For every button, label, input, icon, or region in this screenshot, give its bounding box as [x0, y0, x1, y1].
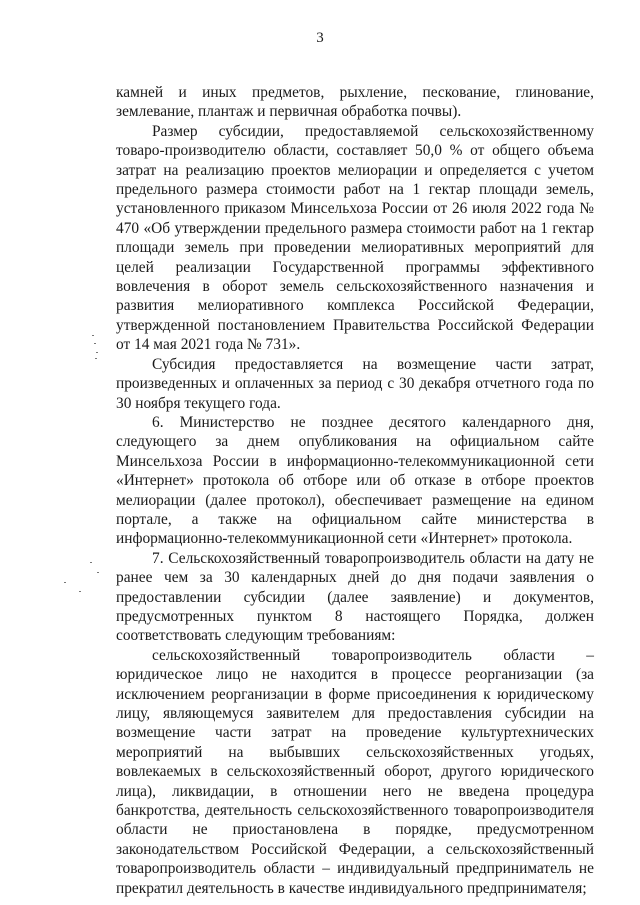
scan-speck: [96, 352, 98, 353]
scan-speck: [79, 591, 81, 592]
scan-speck: [92, 335, 94, 336]
paragraph-item-6: 6. Министерство не позднее десятого календарного дня, следующего за днем опубликования на официальном сайте Минсельхоза России в информационно-телекоммуникационной сети «Интернет» протокола об отборе или об отказе в отборе проектов мелиорации (далее протокол), обеспечивает размещение на едином портале, а также на официальном сайте министерства в информационно-телекоммуникационной сети «Интернет» протокола.: [116, 413, 594, 548]
page-number: 3: [316, 30, 324, 46]
scan-speck: [94, 343, 96, 344]
paragraph-subsidy-purpose: Субсидия предоставляется на возмещение части затрат, произведенных и оплаченных за период с 30 декабря отчетного года по 30 ноября текущего года.: [116, 355, 594, 412]
paragraph-subsidy-size: Размер субсидии, предоставляемой сельскохозяйственному товаро-производителю области, составляет 50,0 % от общего объема затрат на реализацию проектов мелиорации и определяется с учетом предельного размера стоимости работ на 1 гектар площади земель, установленного приказом Минсельхоза России от 26 июля 2022 года № 470 «Об утверждении предельного размера стоимости работ на 1 гектар площади земель при проведении мелиоративных мероприятий для целей реализации Государственной программы эффективного вовлечения в оборот земель сельскохозяйственного назначения и развития мелиоративного комплекса Российской Федерации, утвержденной постановлением Правительства Российской Федерации от 14 мая 2021 года № 731».: [116, 122, 594, 354]
paragraph-continuation: камней и иных предметов, рыхление, пескование, глинование, землевание, плантаж и первичная обработка почвы).: [116, 84, 594, 121]
paragraph-item-7: 7. Сельскохозяйственный товаропроизводитель области на дату не ранее чем за 30 календарных дней до дня подачи заявления о предоставлении субсидии (далее заявление) и документов, предусмотренных пунктом 8 настоящего Порядка, должен соответствовать следующим требованиям:: [116, 549, 594, 645]
paragraph-requirement: сельскохозяйственный товаропроизводитель области – юридическое лицо не находится в процессе реорганизации (за исключением реорганизации в форме присоединения к юридическому лицу, являющемуся заявителем для предоставления субсидии на возмещение части затрат на проведение культуртехнических мероприятий на выбывших сельскохозяйственных угодьях, вовлекаемых в сельскохозяйственный оборот, другого юридического лица), ликвидации, в отношении него не введена процедура банкротства, деятельность сельскохозяйственного товаропроизводителя области не приостановлена в порядке, предусмотренном законодательством Российской Федерации, а сельскохозяйственный товаропроизводитель области – индивидуальный предприниматель не прекратил деятельность в качестве индивидуального предпринимателя;: [116, 646, 594, 897]
scan-speck: [95, 358, 97, 359]
scan-speck: [90, 562, 92, 563]
document-body: [116, 83, 594, 898]
scan-speck: [64, 582, 66, 583]
scan-speck: [97, 572, 99, 573]
